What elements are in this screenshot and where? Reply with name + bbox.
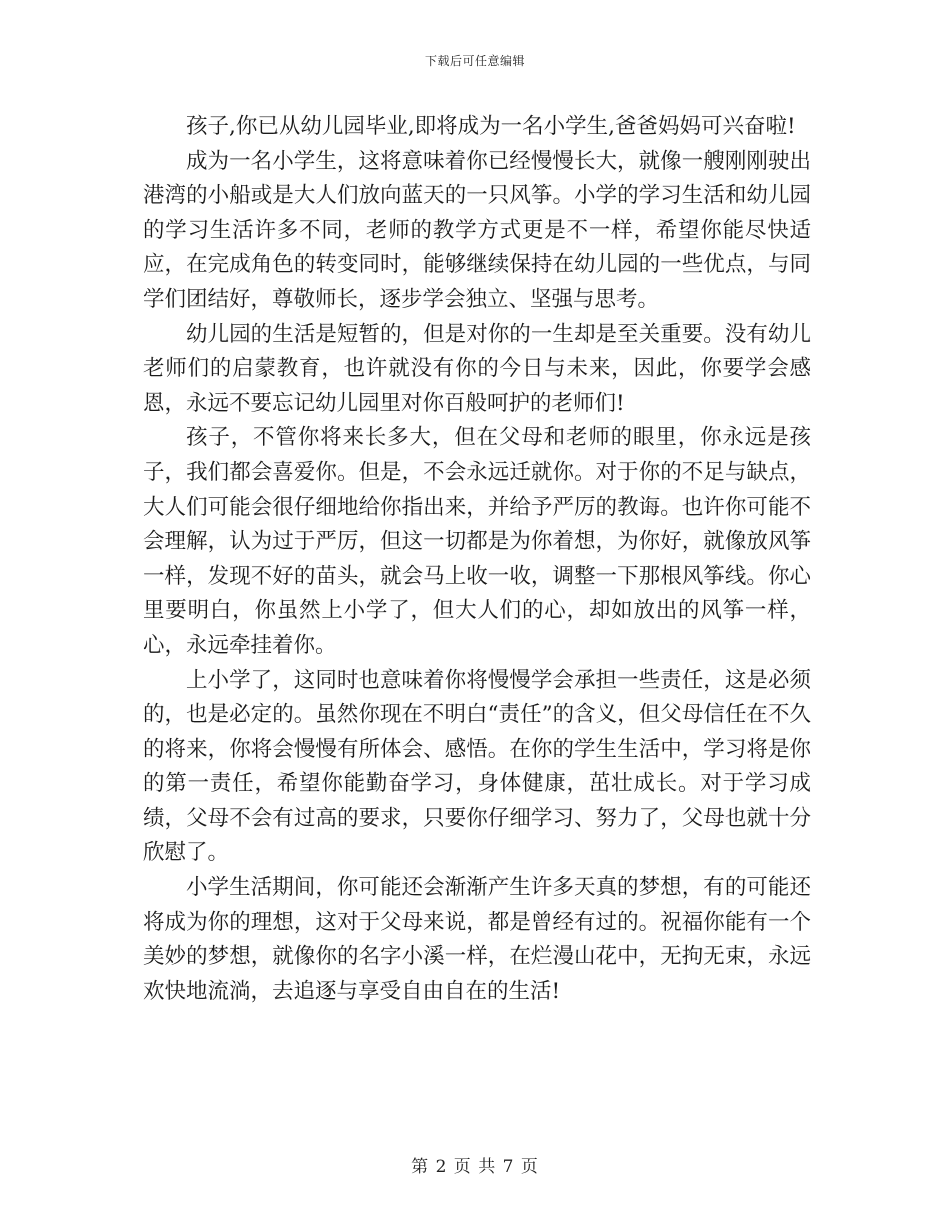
- page-number-footer: 第 2 页 共 7 页: [411, 1157, 539, 1177]
- paragraph-1: 孩子,你已从幼儿园毕业,即将成为一名小学生,爸爸妈妈可兴奋啦!: [186, 114, 796, 139]
- paragraph-4: 孩子，不管你将来长多大，但在父母和老师的眼里，你永远是孩子，我们都会喜爱你。但是，不会永远迁就你。对于你的不足与缺点，大人们可能会很仔细地给你指出来，并给予严厉的教诲。也许你可能不会理解，认为过于严厉，但这一切都是为你着想，为你好，就像放风筝一样，发现不好的苗头，就会马上收一收，调整一下那根风筝线。你心里要明白，你虽然上小学了，但大人们的心，却如放出的风筝一样，心，永远牵挂着你。: [143, 425, 811, 658]
- page-header: 下载后可任意编辑: [424, 54, 525, 68]
- paragraph-3: 幼儿园的生活是短暂的，但是对你的一生却是至关重要。没有幼儿老师们的启蒙教育，也许就没有你的今日与未来，因此，你要学会感恩，永远不要忘记幼儿园里对你百般呵护的老师们!: [143, 321, 811, 416]
- letter-body: [143, 110, 811, 1009]
- paragraph-5: 上小学了，这同时也意味着你将慢慢学会承担一些责任，这是必须的，也是必定的。虽然你现在不明白“责任”的含义，但父母信任在不久的将来，你将会慢慢有所体会、感悟。在你的学生生活中，学习将是你的第一责任，希望你能勤奋学习，身体健康，茁壮成长。对于学习成绩，父母不会有过高的要求，只要你仔细学习、努力了，父母也就十分欣慰了。: [143, 667, 811, 866]
- paragraph-2: 成为一名小学生，这将意味着你已经慢慢长大，就像一艘刚刚驶出港湾的小船或是大人们放向蓝天的一只风筝。小学的学习生活和幼儿园的学习生活许多不同，老师的教学方式更是不一样，希望你能尽快适应，在完成角色的转变同时，能够继续保持在幼儿园的一些优点，与同学们团结好，尊敬师长，逐步学会独立、坚强与思考。: [143, 148, 811, 312]
- paragraph-6: 小学生活期间，你可能还会渐渐产生许多天真的梦想，有的可能还将成为你的理想，这对于父母来说，都是曾经有过的。祝福你能有一个美妙的梦想，就像你的名字小溪一样，在烂漫山花中，无拘无束，永远欢快地流淌，去追逐与享受自由自在的生活!: [143, 875, 811, 1004]
